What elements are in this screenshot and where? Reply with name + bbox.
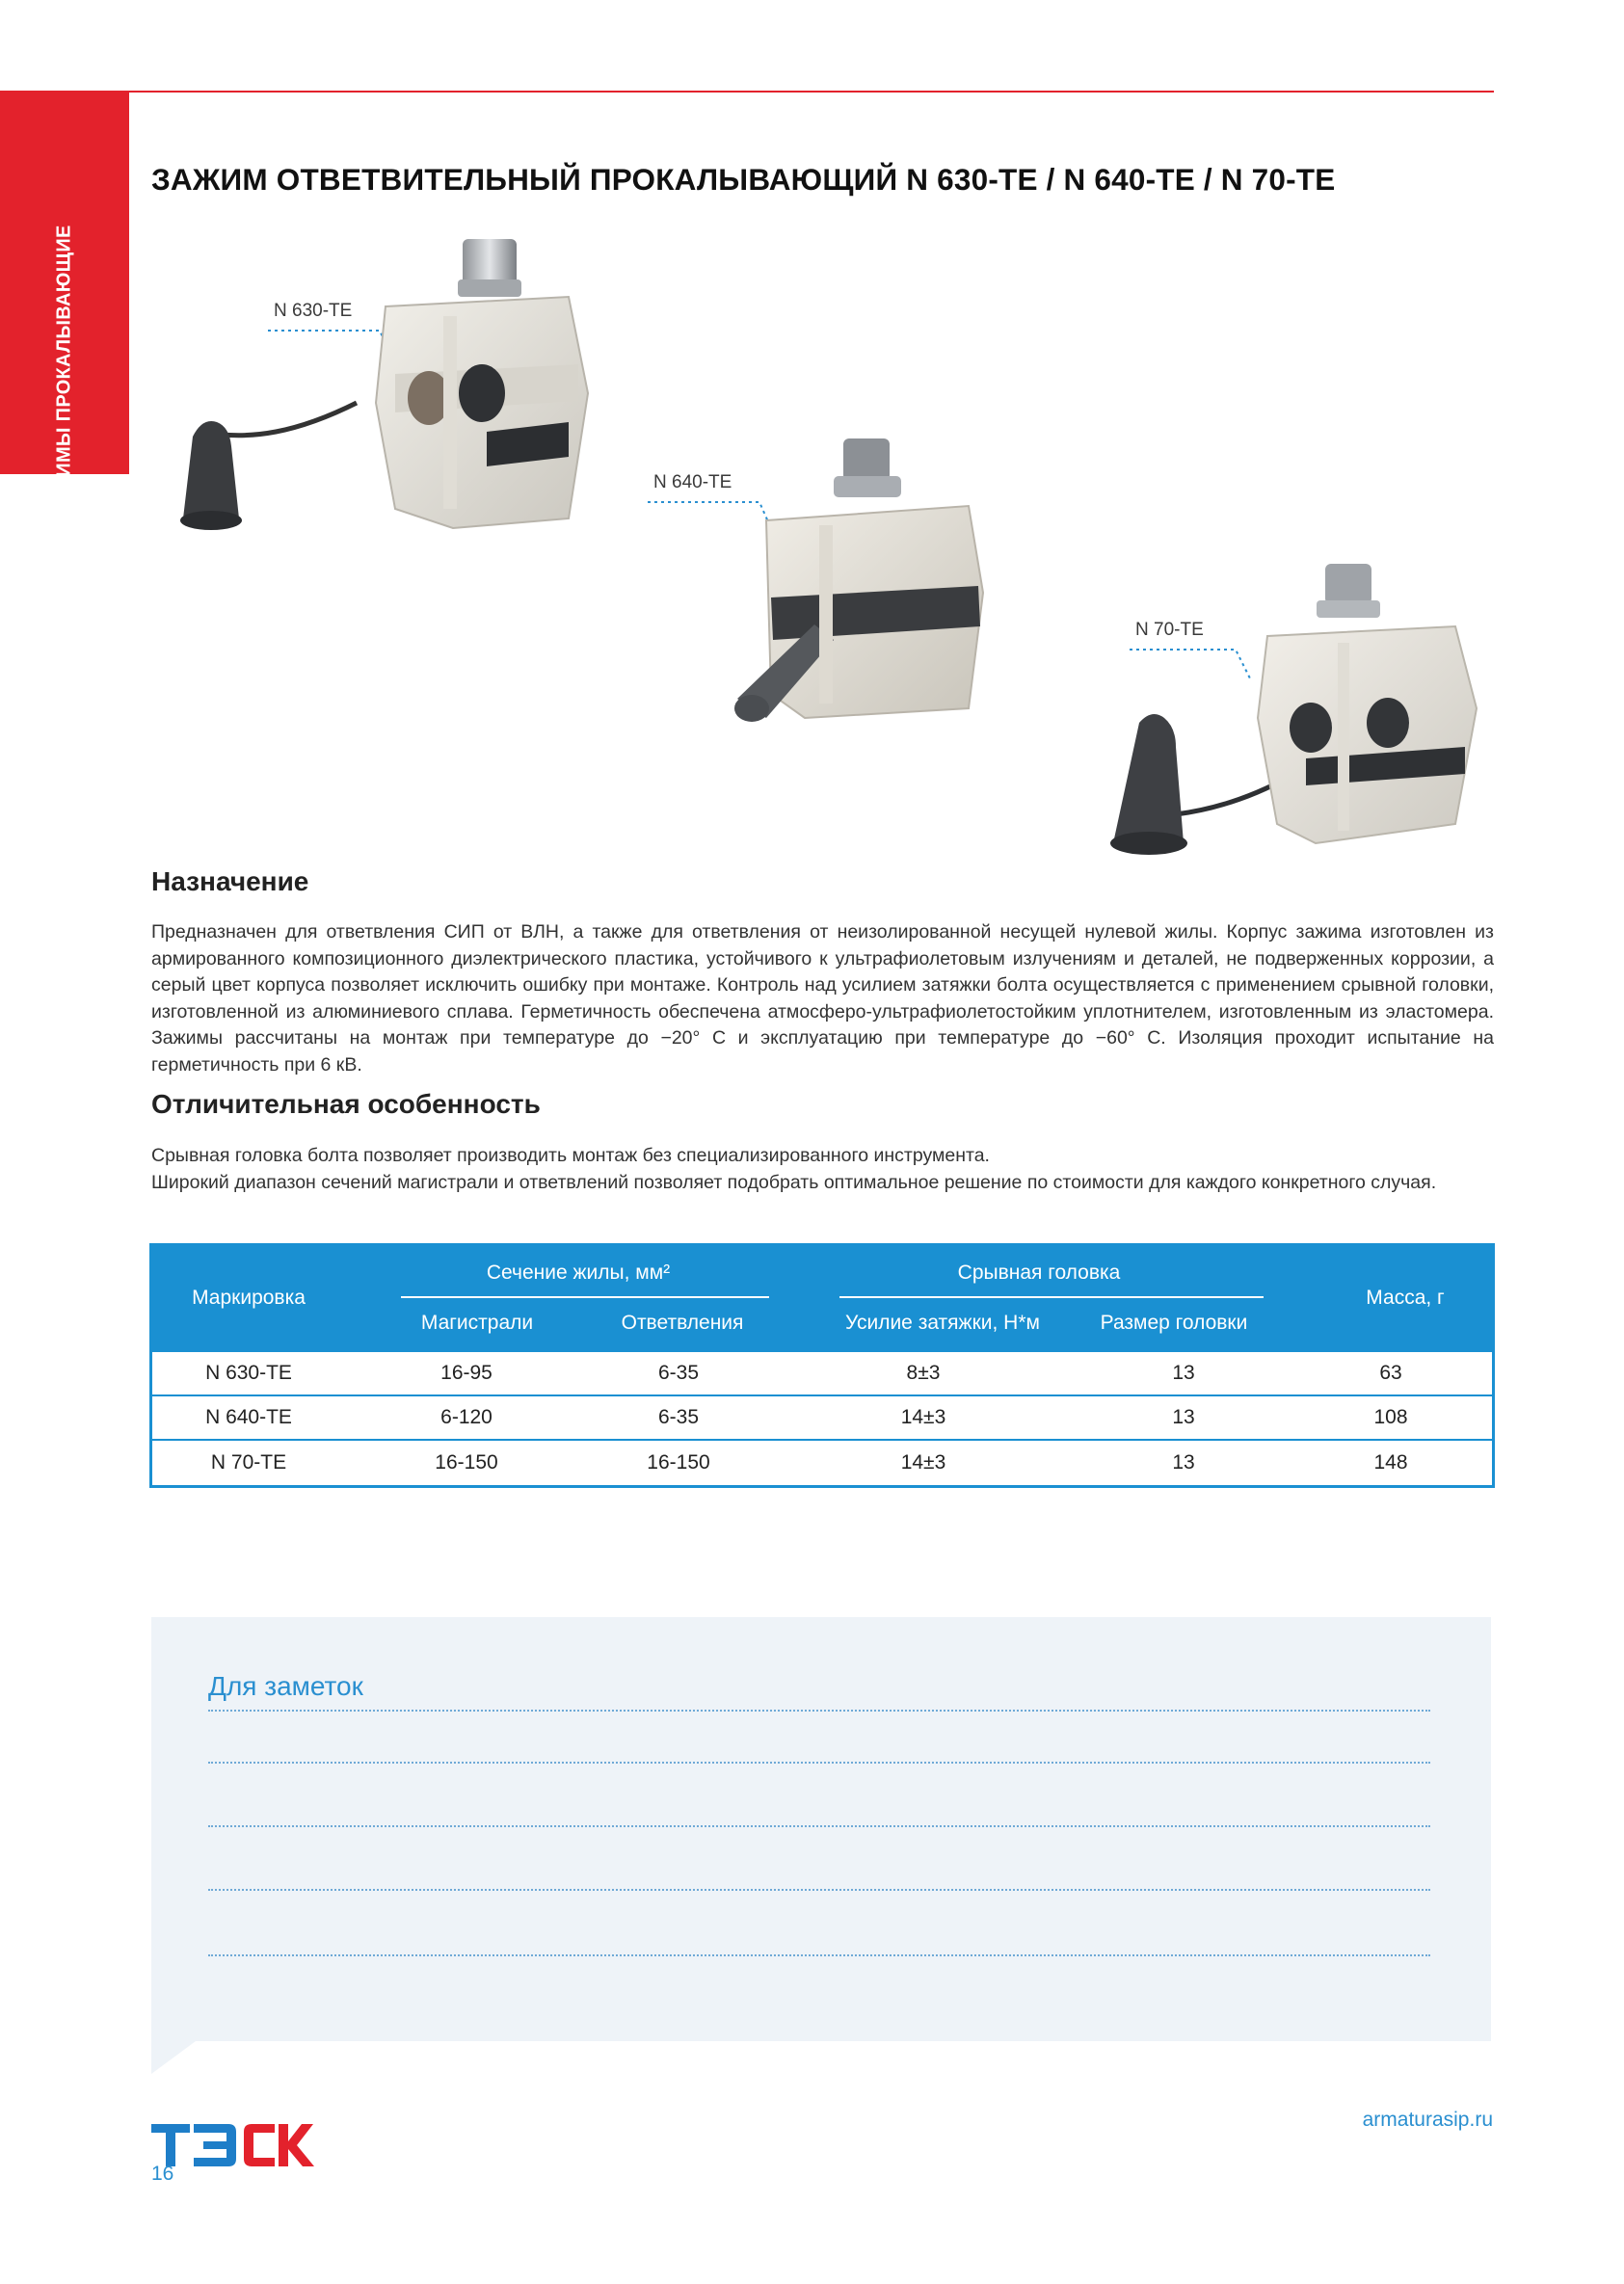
cell-main: 16-95 [440,1362,493,1384]
cell-branch: 6-35 [657,1406,700,1428]
th-main: Магистрали [420,1312,534,1334]
cell-mass: 63 [1379,1362,1402,1384]
cell-mass: 148 [1373,1451,1408,1474]
purpose-heading: Назначение [151,866,309,896]
notes-line [208,1825,1430,1827]
cell-main: 6-120 [440,1406,493,1428]
table-row [152,1396,1492,1441]
cell-branch: 16-150 [647,1451,710,1474]
cell-marking: N 70-TE [210,1451,287,1474]
notes-box [151,1617,1491,2041]
th-marking: Маркировка [192,1287,306,1309]
clamp-n640-image [728,434,1007,732]
purpose-text: Предназначен для ответвления СИП от ВЛН, а также для ответвления от неизолированной несущей нулевой жилы. Корпус зажима изготовлен из армированного композиционного диэлектрического пластика, устойчивого к ультрафиолетовым излучениям и деталей, не подверженных коррозии, а серый цвет корпуса позволяет исключить ошибку при монтаже. Контроль над усилием затяжки болта осуществляется с применением срывной головки, изготовленной из алюминиевого сплава. Герметичность обеспечена атмосферо-ультрафиолетостойким уплотнителем, изготовленным из эластомера. Зажимы рассчитаны на монтаж при температуре до −20° С и эксплуатацию при температуре до −60° С. Изоляция проходит испытание на герметичность при 6 кВ. [151,921,1494,1076]
cell-marking: N 640-TE [205,1406,292,1428]
cell-mass: 108 [1373,1406,1408,1428]
cell-head-size: 13 [1172,1451,1195,1474]
product-label-n630: N 630-TE [274,301,353,321]
th-section-group: Сечение жилы, мм² [486,1262,671,1284]
notes-line [208,1889,1430,1891]
top-rule [129,91,1494,93]
th-head-rule [839,1296,1264,1298]
th-head-group: Срывная головка [957,1262,1121,1284]
cell-torque: 14±3 [900,1406,946,1428]
th-mass: Масса, г [1366,1287,1445,1309]
cell-main: 16-150 [435,1451,498,1474]
cell-torque: 8±3 [906,1362,941,1384]
cell-head-size: 13 [1172,1362,1195,1384]
notes-line [208,1762,1430,1764]
clamp-n630-image [164,229,607,557]
th-section-rule [401,1296,769,1298]
side-tab-label: ЗАЖИМЫ ПРОКАЛЫВАЮЩИЕ [53,225,75,521]
cell-torque: 14±3 [900,1451,946,1474]
table-row [152,1352,1492,1396]
site-url[interactable]: armaturasip.ru [1362,2109,1493,2131]
product-label-n70: N 70-TE [1135,620,1204,640]
table-row [152,1441,1492,1485]
cell-head-size: 13 [1172,1406,1195,1428]
spec-table [149,1243,1495,1488]
tesk-logo [151,2120,315,2168]
page-number: 16 [151,2163,174,2185]
th-torque: Усилие затяжки, Н*м [845,1312,1040,1334]
table-header [152,1246,1492,1352]
th-head-size: Размер головки [1100,1312,1248,1334]
feature-heading: Отличительная особенность [151,1089,541,1119]
cell-branch: 6-35 [657,1362,700,1384]
feature-line-2: Широкий диапазон сечений магистрали и ответвлений позволяет подобрать оптимальное решение по стоимости для каждого конкретного случая. [151,1172,1437,1193]
notes-line [208,1710,1430,1712]
notes-tail [151,2041,196,2074]
feature-line-1: Срывная головка болта позволяет производить монтаж без специализированного инструмента. [151,1145,990,1166]
page-title: ЗАЖИМ ОТВЕТВИТЕЛЬНЫЙ ПРОКАЛЫВАЮЩИЙ N 630-TE / N 640-TE / N 70-TE [151,162,1336,197]
clamp-n70-image [1099,554,1489,863]
notes-line [208,1954,1430,1956]
notes-title: Для заметок [208,1671,369,1702]
side-tab [0,91,129,521]
cell-marking: N 630-TE [205,1362,292,1384]
th-branch: Ответвления [621,1312,744,1334]
product-label-n640: N 640-TE [653,472,732,492]
